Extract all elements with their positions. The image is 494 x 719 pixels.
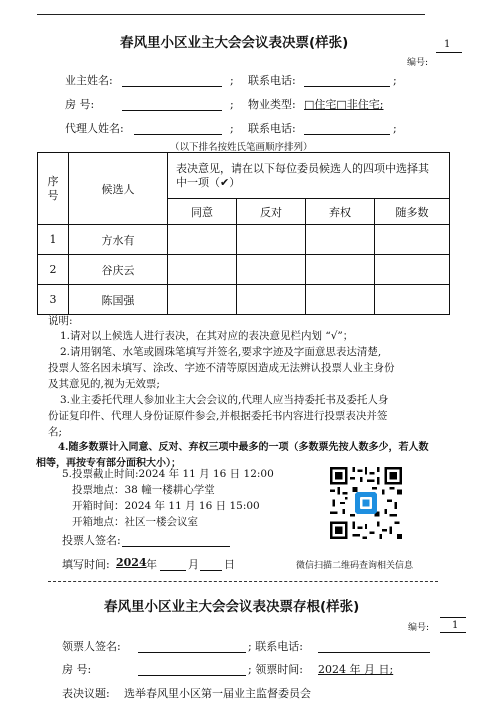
room-field[interactable] (122, 98, 222, 111)
stub-title: 春风里小区业主大会会议表决票存根(样张) (104, 599, 360, 615)
header-index (38, 153, 69, 225)
option-agree: 同意 (168, 199, 237, 225)
table-row (38, 285, 450, 315)
row-candidate-name: 陈国强 (69, 285, 168, 315)
note-item-5-line-4: 开箱地点：社区一楼会议室 (72, 516, 198, 528)
qr-caption: 微信扫描二维码查询相关信息 (296, 561, 414, 571)
agent-semicolon: ; (230, 122, 234, 135)
vote-cell-abstain[interactable] (306, 255, 375, 285)
owner-name-label: 业主姓名: (65, 74, 113, 87)
stub-number-value: 1 (452, 620, 459, 631)
stub-receiver-label: 领票人签名: (62, 640, 121, 653)
top-rule (37, 14, 425, 15)
stub-phone-label: ; 联系电话: (248, 640, 303, 653)
note-item-3-line-3: 名; (48, 426, 63, 438)
vote-cell-majority[interactable] (375, 285, 450, 315)
stub-number-box (440, 617, 466, 633)
note-item-2-line-2: 投票人签名因未填写、涂改、字迹不清等原因造成无法辨认投票人业主身份 (48, 362, 395, 374)
property-type-options[interactable]: □住宅□非住宅; (304, 98, 384, 111)
table-row (38, 255, 450, 285)
stub-receive-time-label: ; 领票时间: (248, 663, 303, 676)
row-index: 3 (38, 285, 69, 315)
room-label: 房 号: (65, 98, 95, 111)
vote-cell-agree[interactable] (168, 285, 237, 315)
fill-time-year-unit: 年 (146, 558, 157, 571)
vote-cell-abstain[interactable] (306, 285, 375, 315)
row-index: 1 (38, 225, 69, 255)
stub-room-field[interactable] (138, 663, 246, 676)
ballot-number-underline (436, 52, 462, 53)
option-majority: 随多数 (375, 199, 450, 225)
phone-label: 联系电话: (248, 74, 296, 87)
vote-cell-agree[interactable] (168, 255, 237, 285)
stub-receive-time-value[interactable]: 2024 年 月 日; (318, 663, 394, 676)
option-oppose: 反对 (237, 199, 306, 225)
stub-separator (48, 581, 438, 582)
agent-name-field[interactable] (134, 122, 222, 135)
vote-cell-oppose[interactable] (237, 255, 306, 285)
voter-sign-field[interactable] (122, 534, 230, 547)
note-item-4-line-1: 4.随多数票计入同意、反对、弃权三项中最多的一项（多数票先按人数多少，若人数 (58, 442, 429, 453)
note-item-5-line-2: 投票地点：38 幢一楼耕心学堂 (72, 484, 215, 496)
stub-phone-field[interactable] (318, 640, 430, 653)
vote-table (37, 152, 450, 315)
fill-time-day-field[interactable] (200, 558, 222, 571)
note-item-2-line-3: 及其意见的,视为无效票; (48, 378, 160, 390)
header-index-text: 序号 (47, 174, 59, 202)
note-item-4-line-2: 相等，再按专有部分面积大小）； (36, 458, 181, 469)
note-item-5-line-3: 开箱时间：2024 年 11 月 16 日 15:00 (72, 500, 260, 512)
stub-subject-label: 表决议题: (62, 687, 110, 700)
order-note: （以下排名按姓氏笔画顺序排列） (170, 142, 313, 153)
row-candidate-name: 方水有 (69, 225, 168, 255)
notes-heading: 说明: (48, 315, 73, 327)
stub-room-label: 房 号: (62, 663, 92, 676)
agent-phone-field[interactable] (304, 122, 390, 135)
phone-field[interactable] (304, 74, 390, 87)
note-item-3-line-1: 3.业主委托代理人参加业主大会会议的,代理人应当持委托书及委托人身 (60, 394, 389, 406)
qr-code (330, 467, 402, 539)
vote-cell-majority[interactable] (375, 255, 450, 285)
stub-receiver-field[interactable] (138, 640, 246, 653)
agent-phone-label: 联系电话: (248, 122, 296, 135)
stub-number-label: 编号: (408, 623, 430, 633)
ballot-title: 春风里小区业主大会会议表决票(样张) (120, 35, 349, 51)
room-semicolon: ; (230, 98, 234, 111)
ballot-number-value: 1 (444, 39, 451, 50)
vote-cell-agree[interactable] (168, 225, 237, 255)
header-candidate: 候选人 (69, 153, 168, 225)
table-row (38, 225, 450, 255)
fill-time-year: 2024 (116, 556, 147, 569)
agent-name-label: 代理人姓名: (65, 122, 124, 135)
note-item-1: 1.请对以上候选人进行表决，在其对应的表决意见栏内划 “√”； (60, 330, 354, 342)
row-candidate-name: 谷庆云 (69, 255, 168, 285)
voter-sign-label: 投票人签名: (62, 534, 121, 547)
header-instruction-text: 表决意见，请在以下每位委员候选人的四项中选择其中一项（✔） (176, 161, 429, 189)
fill-time-month-field[interactable] (160, 558, 186, 571)
phone-semicolon: ; (393, 74, 397, 87)
option-abstain: 弃权 (306, 199, 375, 225)
fill-time-month-unit: 月 (188, 558, 199, 571)
owner-name-field[interactable] (122, 74, 222, 87)
stub-subject-value: 选举春风里小区第一届业主监督委员会 (124, 687, 311, 700)
ballot-number-label: 编号: (407, 58, 429, 68)
row-index: 2 (38, 255, 69, 285)
vote-cell-majority[interactable] (375, 225, 450, 255)
fill-time-day-unit: 日 (224, 558, 235, 571)
note-item-2-line-1: 2.请用钢笔、水笔或圆珠笔填写并签名,要求字迹及字面意思表达清楚, (60, 346, 382, 358)
note-item-5-line-1: 5.投票截止时间:2024 年 11 月 16 日 12:00 (62, 468, 274, 480)
agent-phone-semicolon: ; (393, 122, 397, 135)
fill-time-label: 填写时间: (62, 558, 110, 571)
vote-cell-oppose[interactable] (237, 225, 306, 255)
vote-cell-oppose[interactable] (237, 285, 306, 315)
property-type-label: 物业类型: (248, 98, 296, 111)
owner-semicolon: ; (230, 74, 234, 87)
note-item-3-line-2: 份证复印件、代理人身份证原件参会,并根据委托书内容进行投票表决并签 (48, 410, 388, 422)
vote-cell-abstain[interactable] (306, 225, 375, 255)
header-instruction (168, 153, 450, 199)
